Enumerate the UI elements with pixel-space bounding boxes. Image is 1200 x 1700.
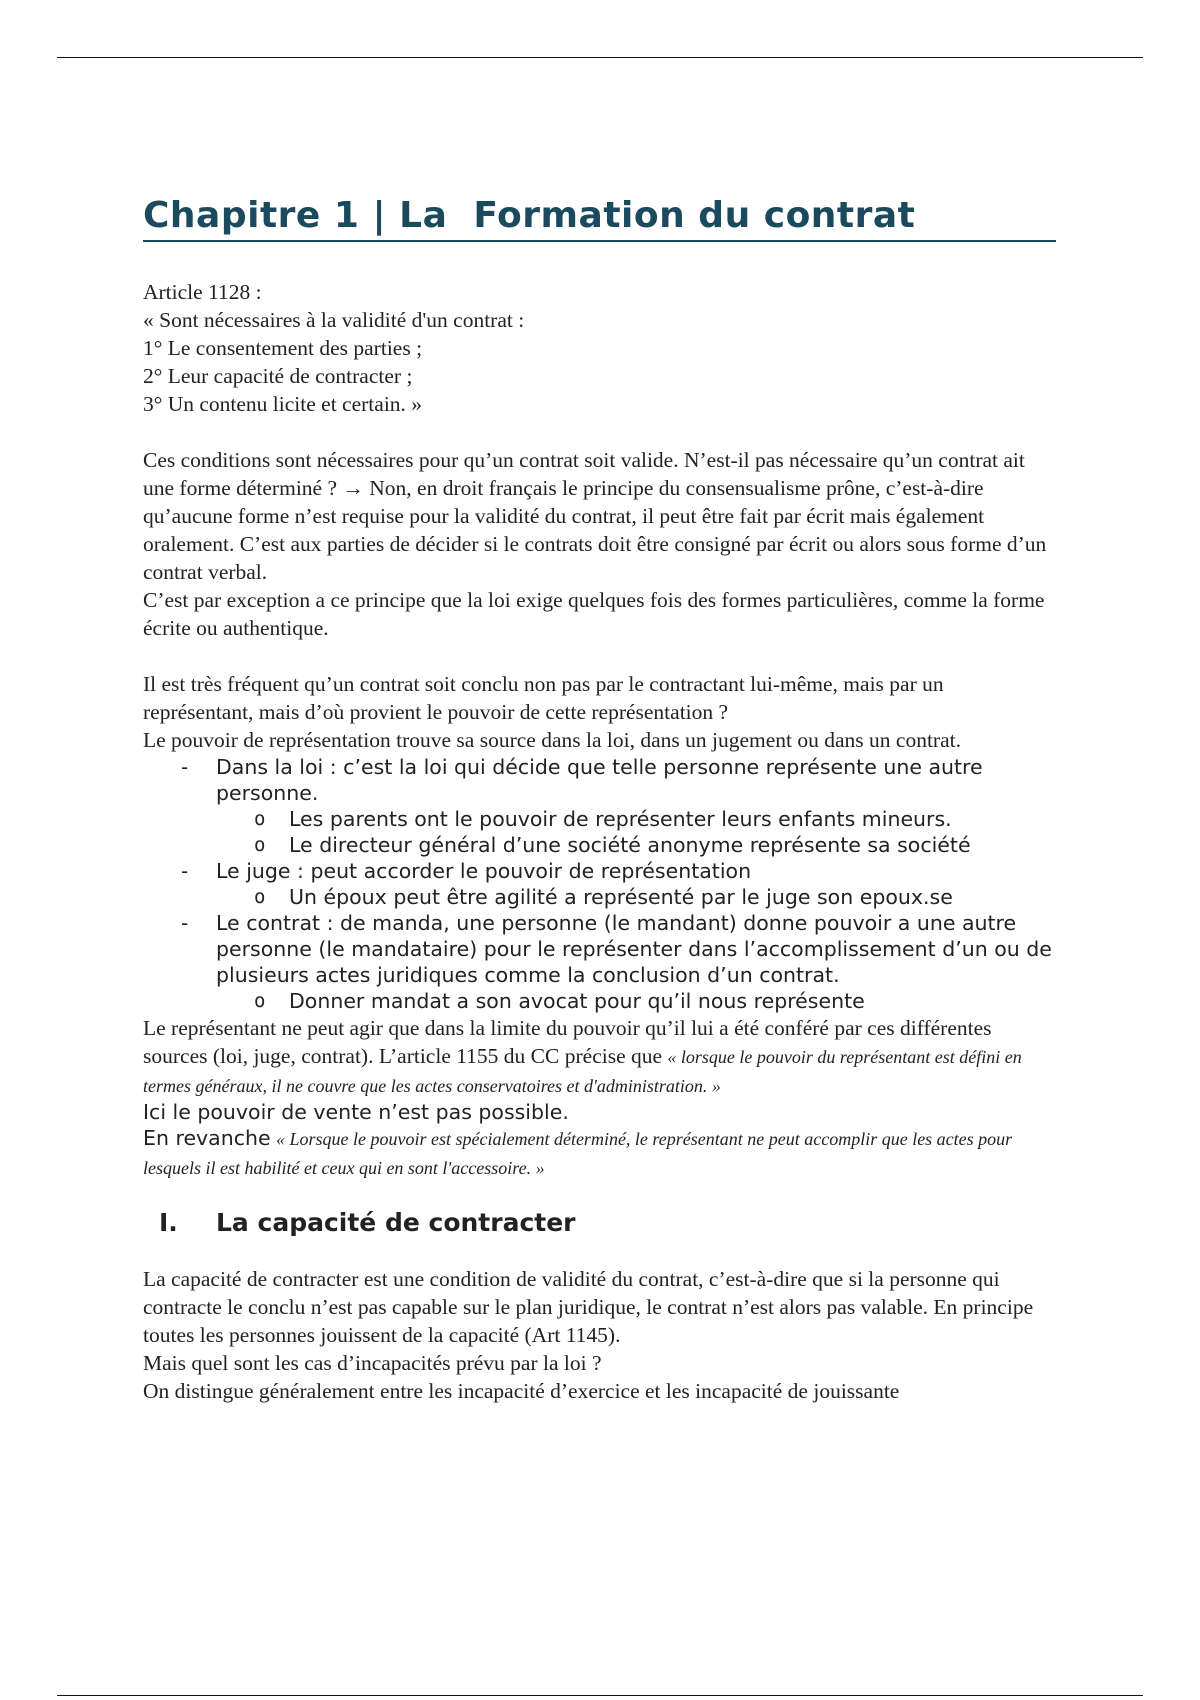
paragraph-text: Ces conditions sont nécessaires pour qu’un contrat soit valide. N’est-il pas nécessaire qu’un contrat ait une forme déterminé ? → Non, en droit français le principe du consensualisme prône, c’est-à-dire qu’aucune forme n’est requise pour la validité du contrat, il peut être fait par écrit mais également oralement. C’est aux parties de décider si le contrats doit être consigné par écrit ou alors sous forme d’un contrat verbal. xyxy=(143,448,1047,584)
list-item-text: Le juge : peut accorder le pouvoir de représentation xyxy=(216,859,752,883)
list-item xyxy=(143,858,1056,910)
article-line: 3° Un contenu licite et certain. » xyxy=(143,392,423,416)
article-block xyxy=(143,278,1056,418)
paragraph-text: Il est très fréquent qu’un contrat soit conclu non pas par le contractant lui-même, mais par un représentant, mais d’où provient le pouvoir de cette représentation ? xyxy=(143,672,944,724)
article-line: 1° Le consentement des parties ; xyxy=(143,336,423,360)
paragraph-text: La capacité de contracter est une condition de validité du contrat, c’est-à-dire que si la personne qui contracte le conclu n’est pas capable sur le plan juridique, le contrat n’est alors pas valable. En principe toutes les personnes jouissent de la capacité (Art 1145). xyxy=(143,1267,1034,1347)
section-title: La capacité de contracter xyxy=(216,1208,576,1237)
article-line: « Sont nécessaires à la validité d'un contrat : xyxy=(143,308,525,332)
paragraph-text: Mais quel sont les cas d’incapacités prévu par la loi ? xyxy=(143,1351,602,1375)
paragraph-text: Ici le pouvoir de vente n’est pas possible. xyxy=(143,1100,569,1124)
footer-rule xyxy=(57,1695,1143,1696)
paragraph-limits xyxy=(143,1014,1056,1182)
paragraph-text xyxy=(143,1124,1056,1182)
section-number: I. xyxy=(159,1208,178,1237)
section-heading xyxy=(143,1208,1056,1237)
paragraph-capacity xyxy=(143,1265,1056,1405)
paragraph-text: On distingue généralement entre les incapacité d’exercice et les incapacité de jouissante xyxy=(143,1379,900,1403)
list-item-text: Dans la loi : c’est la loi qui décide que telle personne représente une autre personne. xyxy=(216,755,983,805)
sub-list-item: o Donner mandat a son avocat pour qu’il nous représente xyxy=(216,988,1056,1014)
sub-list-item: o Les parents ont le pouvoir de représenter leurs enfants mineurs. xyxy=(216,806,1056,832)
paragraph-text xyxy=(143,1014,1056,1100)
paragraph-consensualism xyxy=(143,446,1056,642)
intro-text: Le représentant ne peut agir que dans la limite du pouvoir qu’il lui a été conféré par ces différentes sources (loi, juge, contrat). L’article 1155 du CC précise que xyxy=(143,1016,992,1068)
sub-list-item: o Un époux peut être agilité a représenté par le juge son epoux.se xyxy=(216,884,1056,910)
article-1155-quote: « lorsque le pouvoir du représentant est défini en termes généraux, il ne couvre que les actes conservatoires et d'administration. » xyxy=(143,1047,1022,1096)
article-label: Article 1128 : xyxy=(143,280,262,304)
representation-sources-list xyxy=(143,754,1056,1014)
sub-list xyxy=(216,988,1056,1014)
list-item xyxy=(143,910,1056,1014)
sub-list xyxy=(216,806,1056,858)
document-page xyxy=(143,195,1056,1405)
paragraph-text: Le pouvoir de représentation trouve sa source dans la loi, dans un jugement ou dans un contrat. xyxy=(143,728,961,752)
sub-list xyxy=(216,884,1056,910)
prefix-text: En revanche xyxy=(143,1126,271,1150)
header-rule xyxy=(57,57,1143,58)
list-item-text: Le contrat : de manda, une personne (le mandant) donne pouvoir a une autre personne (le mandataire) pour le représenter dans l’accomplissement d’un ou de plusieurs actes juridiques comme la conclusion d’un contrat. xyxy=(216,911,1052,987)
article-line: 2° Leur capacité de contracter ; xyxy=(143,364,413,388)
chapter-title: Chapitre 1 | La Formation du contrat xyxy=(143,195,1056,242)
paragraph-representation xyxy=(143,670,1056,754)
special-power-quote: « Lorsque le pouvoir est spécialement déterminé, le représentant ne peut accomplir que les actes pour lesquels il est habilité et ceux qui en sont l'accessoire. » xyxy=(143,1129,1013,1178)
sub-list-item: o Le directeur général d’une société anonyme représente sa société xyxy=(216,832,1056,858)
list-item xyxy=(143,754,1056,858)
paragraph-text: C’est par exception a ce principe que la loi exige quelques fois des formes particulières, comme la forme écrite ou authentique. xyxy=(143,588,1045,640)
